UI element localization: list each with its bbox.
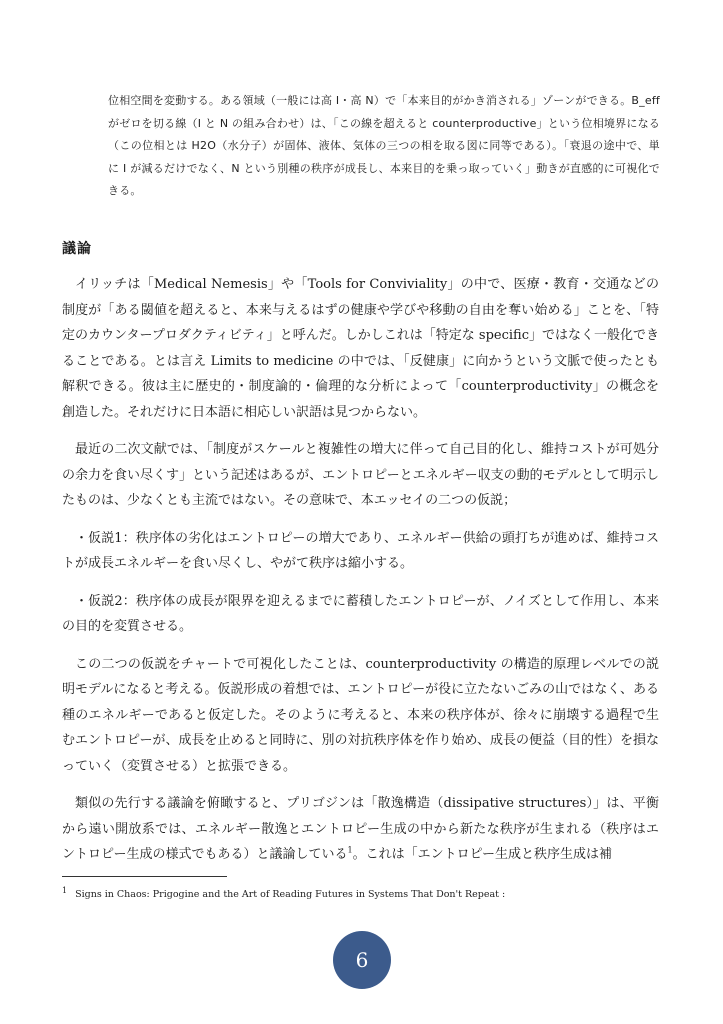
body-text <box>62 272 659 880</box>
footnote-reference[interactable]: 1 <box>347 845 353 855</box>
footnote <box>62 886 505 900</box>
paragraph-prigogine-continued: 。これは「エントロピー生成と秩序生成は補 <box>352 847 613 862</box>
paragraph-chart-visualization: この二つの仮説をチャートで可視化したことは、counterproductivity の構造的原理レベルでの説明モデルになると考える。仮説形成の着想では、エントロピーが役に立たないごみの山ではなく、ある種のエネルギーであると仮定した。そのように考えると、本来の秩序体が、徐々に崩壊する過程で生むエントロピーが、成長を止めると同時に、別の対抗秩序体を作り始め、成長の便益（目的性）を損なっていく（変質させる）と拡張できる。 <box>62 656 659 774</box>
paragraph-illich: イリッチは「Medical Nemesis」や「Tools for Conviviality」の中で、医療・教育・交通などの制度が「ある閾値を超えると、本来与えるはずの健康や学びや移動の自由を奪い始める」ことを、「特定のカウンタープロダクティビティ」と呼んだ。しかしこれは「特定な specific」ではなく一般化できることである。とは言え Limits to medicine の中では、「反健康」に向かうという文脈で使ったとも解釈できる。彼は主に歴史的・制度論的・倫理的な分析によって「counterproductivity」の概念を創造した。それだけに日本語に相応しい訳語は見つからない。 <box>62 277 659 420</box>
footnote-divider <box>62 876 227 877</box>
page-number-badge <box>333 931 391 989</box>
footnote-number: 1 <box>62 886 68 895</box>
page-number: 6 <box>355 948 369 972</box>
paragraph-secondary-literature: 最近の二次文献では、「制度がスケールと複雑性の増大に伴って自己目的化し、維持コストが可処分の余力を食い尽くす」という記述はあるが、エントロピーとエネルギー収支の動的モデルとして明示したものは、少なくとも主流ではない。その意味で、本エッセイの二つの仮説； <box>62 442 659 508</box>
hypothesis-2: ・仮説2：秩序体の成長が限界を迎えるまでに蓄積したエントロピーが、ノイズとして作用し、本来の目的を変質させる。 <box>62 593 659 634</box>
paragraph-prigogine <box>62 791 659 868</box>
footnote-text: Signs in Chaos: Prigogine and the Art of Reading Futures in Systems That Don't Repeat : <box>75 889 506 901</box>
paragraph-prigogine-text: 類似の先行する議論を俯瞰すると、プリゴジンは「散逸構造（dissipative structures）」は、平衡から遠い開放系では、エネルギー散逸とエントロピー生成の中から新たな秩序が生まれる（秩序はエントロピー生成の様式でもある）と議論している <box>62 796 659 862</box>
hypothesis-1: ・仮説1：秩序体の劣化はエントロピーの増大であり、エネルギー供給の頭打ちが進めば、維持コストが成長エネルギーを食い尽くし、やがて秩序は縮小する。 <box>62 530 659 571</box>
section-heading: 議論 <box>62 241 92 257</box>
intro-paragraph: 位相空間を変動する。ある領域（一般には高 I・高 N）で「本来目的がかき消される」ゾーンができる。B_eff がゼロを切る線（I と N の組み合わせ）は、「この線を超えると counterproductive」という位相境界になる（この位相とは H2O（水分子）が固体、液体、気体の三つの相を取る図に同等である）。「衰退の途中で、単に I が減るだけでなく、N という別種の秩序が成長し、本来目的を乗っ取っていく」動きが直感的に可視化できる。 <box>108 94 660 197</box>
